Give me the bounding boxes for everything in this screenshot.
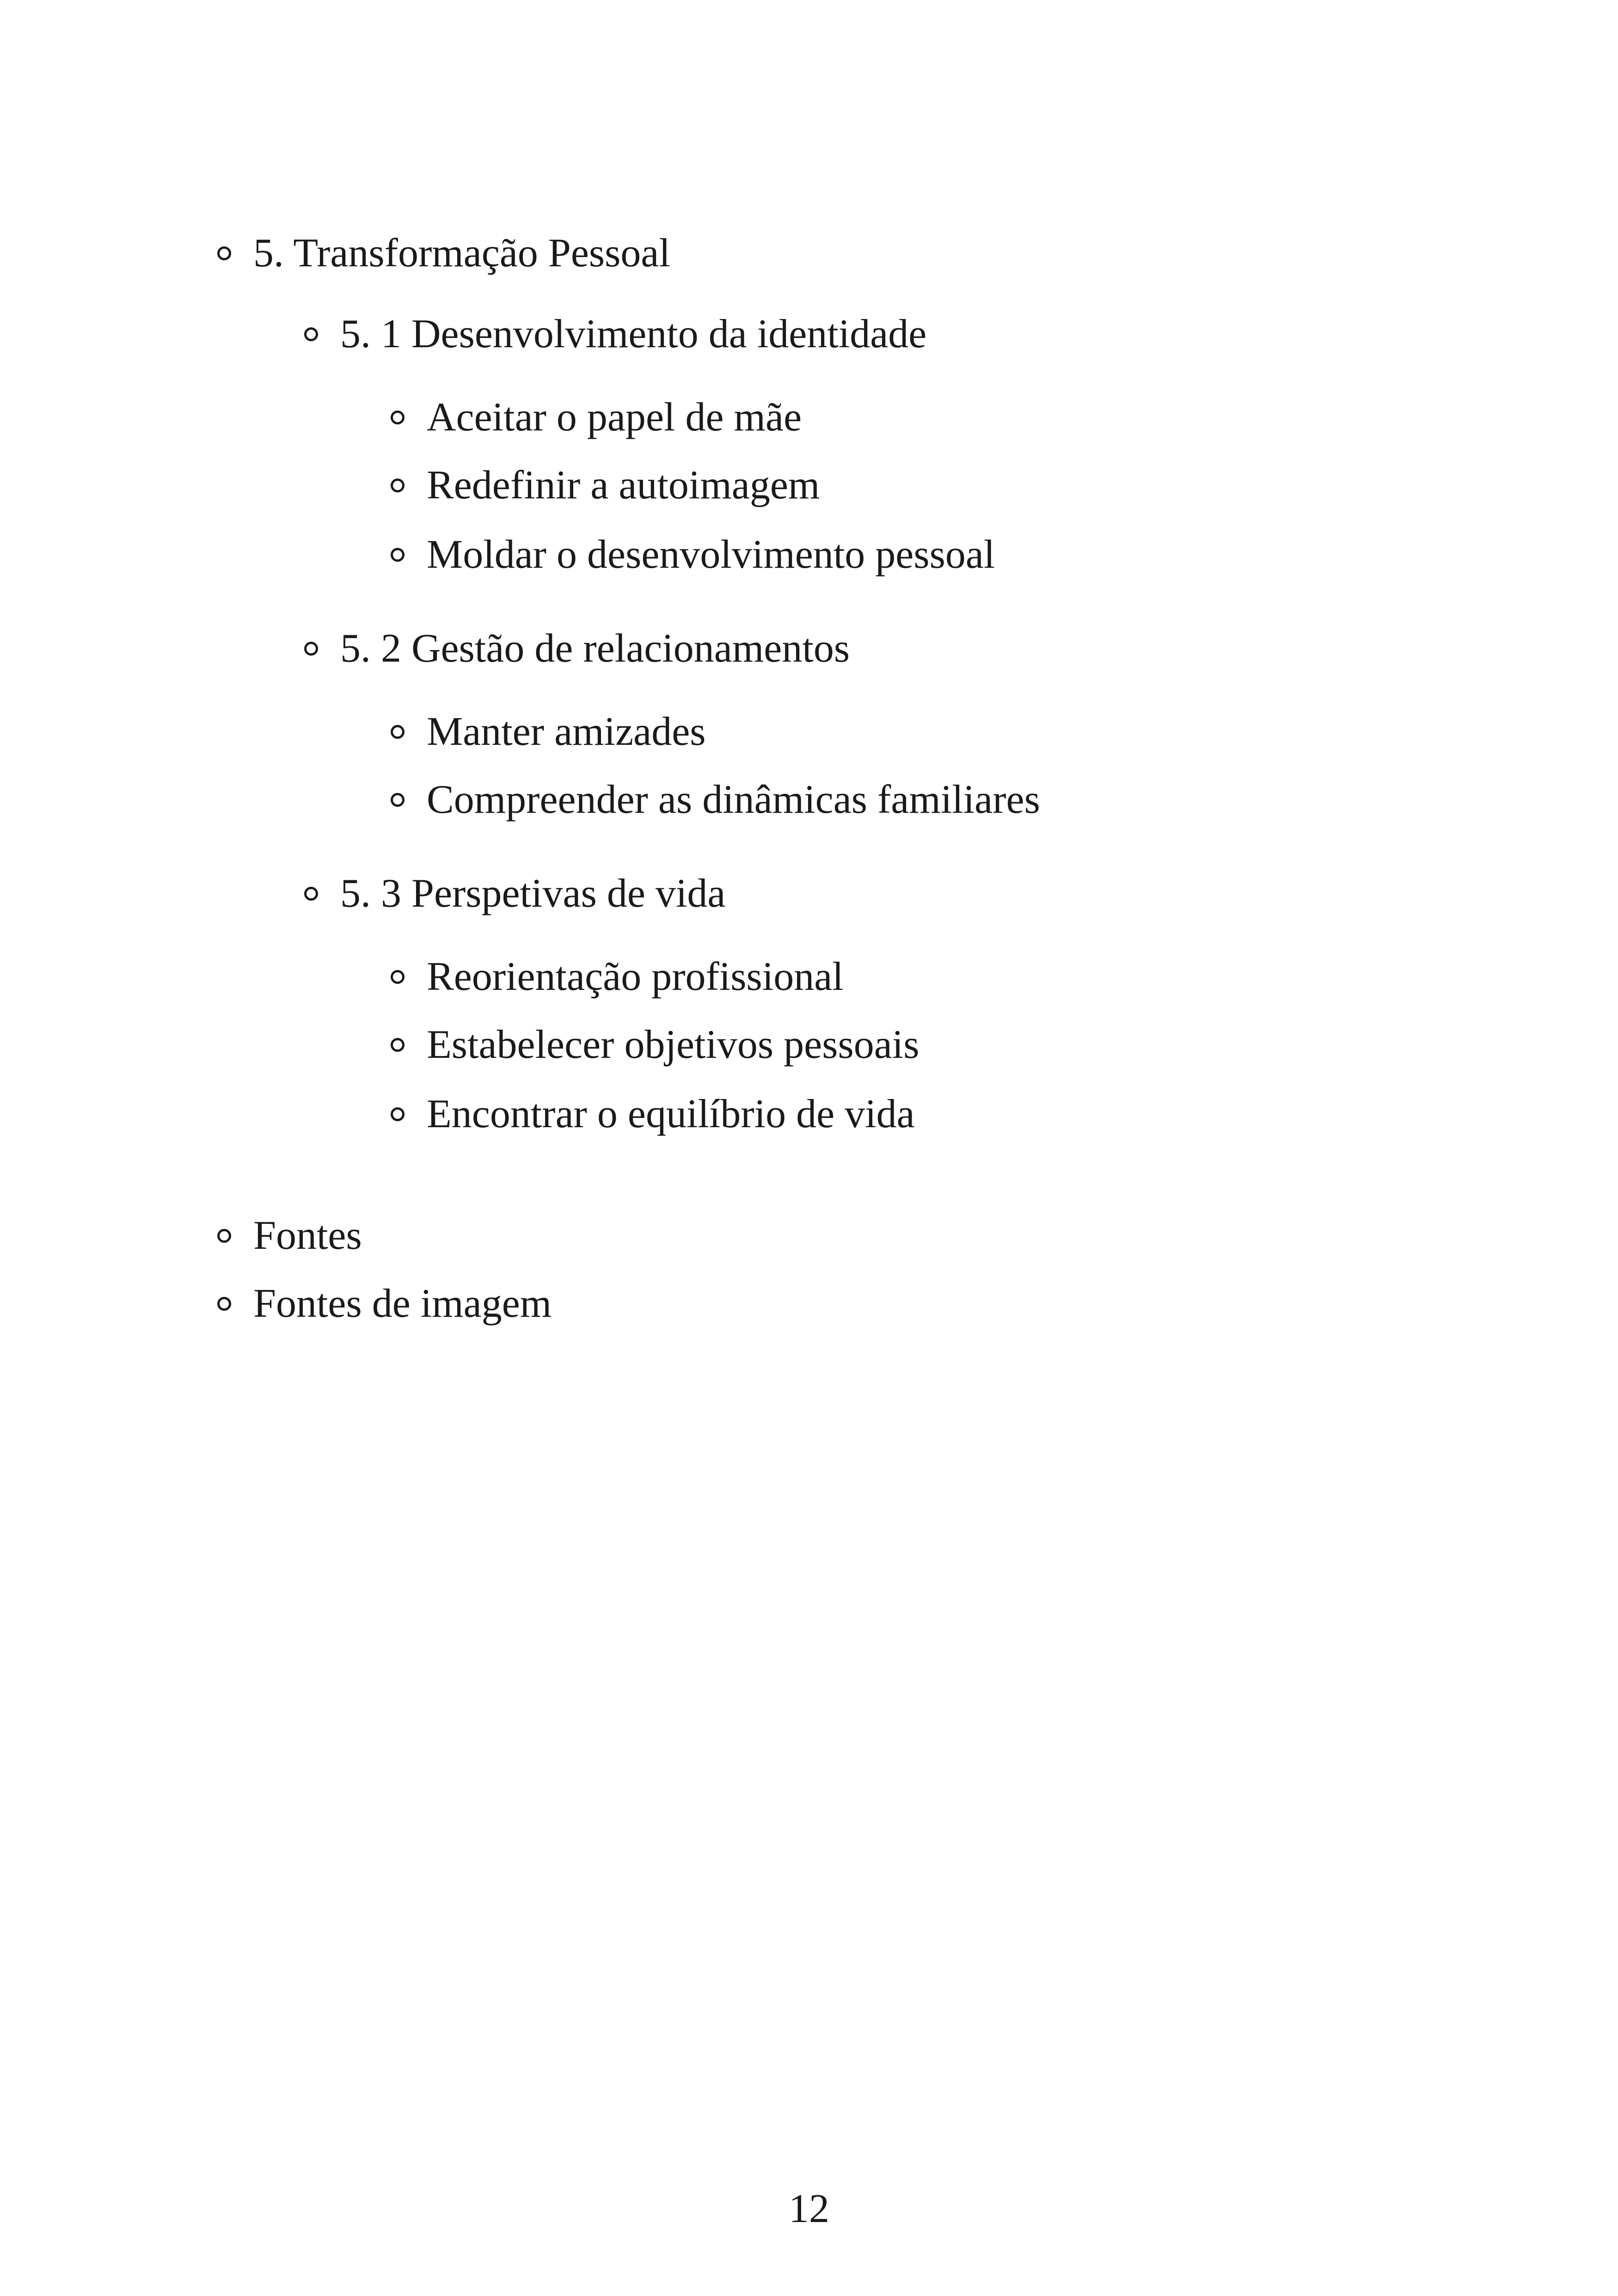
toc-entry-label: Encontrar o equilíbrio de vida	[427, 1092, 915, 1136]
circle-bullet-icon	[304, 327, 318, 341]
toc-entry-section-5-1	[304, 311, 926, 357]
toc-entry-item	[391, 954, 844, 1000]
toc-entry-item	[391, 532, 995, 578]
circle-bullet-icon	[391, 725, 404, 739]
circle-bullet-icon	[391, 970, 404, 984]
toc-entry-label: Manter amizades	[427, 709, 706, 754]
toc-entry-item	[391, 394, 802, 441]
toc-entry-label: Reorientação profissional	[427, 954, 844, 999]
toc-entry-label: Redefinir a autoimagem	[427, 463, 820, 508]
toc-entry-sources	[217, 1213, 362, 1259]
circle-bullet-icon	[391, 548, 404, 562]
toc-entry-item	[391, 462, 820, 509]
toc-entry-label: Fontes	[253, 1213, 362, 1258]
toc-entry-item	[391, 1091, 915, 1137]
circle-bullet-icon	[391, 793, 404, 807]
toc-entry-label: 5. Transformação Pessoal	[253, 231, 670, 276]
circle-bullet-icon	[391, 1038, 404, 1052]
toc-entry-label: Compreender as dinâmicas familiares	[427, 777, 1040, 822]
toc-entry-section-5-3	[304, 871, 725, 917]
toc-entry-label: 5. 2 Gestão de relacionamentos	[340, 626, 850, 671]
toc-entry-item	[391, 1022, 919, 1068]
circle-bullet-icon	[217, 1297, 231, 1311]
toc-entry-label: Moldar o desenvolvimento pessoal	[427, 532, 995, 577]
toc-entry-item	[391, 777, 1040, 823]
toc-entry-label: Fontes de imagem	[253, 1281, 552, 1326]
circle-bullet-icon	[391, 1107, 404, 1121]
toc-entry-item	[391, 709, 706, 755]
circle-bullet-icon	[304, 642, 318, 656]
toc-entry-label: Estabelecer objetivos pessoais	[427, 1022, 919, 1067]
circle-bullet-icon	[391, 411, 404, 424]
page-number: 12	[789, 2186, 829, 2231]
toc-entry-label: Aceitar o papel de mãe	[427, 395, 802, 440]
toc-entry-section-5	[217, 230, 670, 276]
toc-entry-section-5-2	[304, 626, 850, 672]
circle-bullet-icon	[391, 479, 404, 492]
toc-entry-label: 5. 3 Perspetivas de vida	[340, 871, 726, 916]
circle-bullet-icon	[304, 887, 318, 901]
circle-bullet-icon	[217, 246, 231, 260]
circle-bullet-icon	[217, 1229, 231, 1243]
toc-entry-image-sources	[217, 1281, 552, 1327]
toc-entry-label: 5. 1 Desenvolvimento da identidade	[340, 312, 927, 356]
